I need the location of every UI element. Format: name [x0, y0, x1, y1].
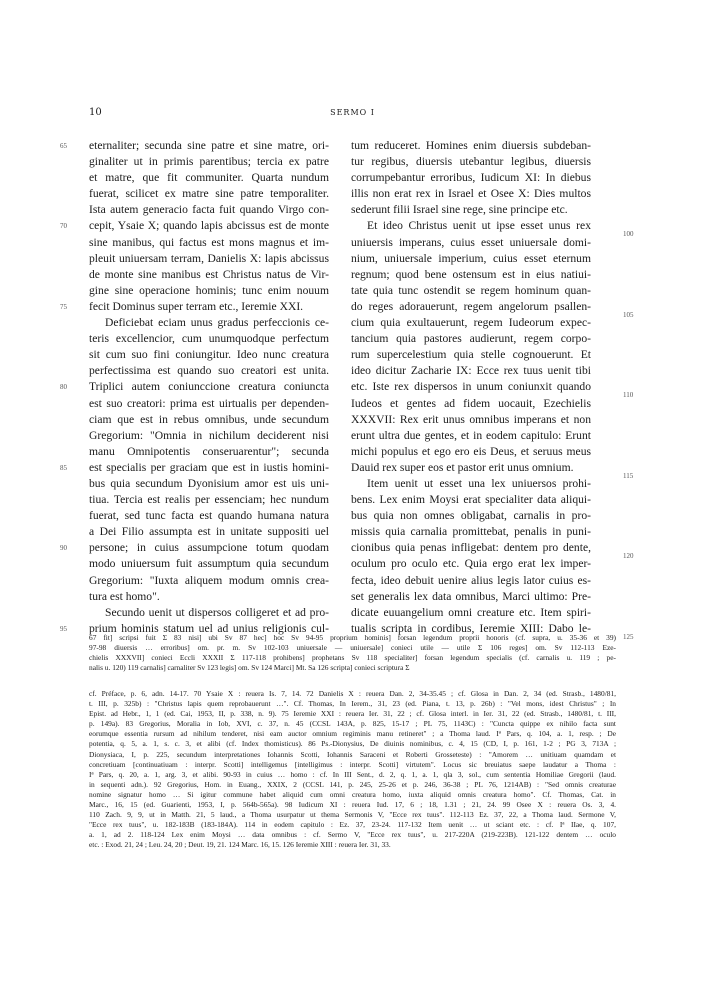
text-line: de monte sine manibus est Christus natus de Vir-: [89, 267, 329, 281]
text-line: pleuit uniuersam terram, Danielis X: lapis abcissus: [89, 251, 329, 265]
text-line: ginaliter ut in primis parentibus; tercia ex patre: [89, 155, 329, 169]
text-line: fuerat, scilicet ex matre sine patre temporaliter.: [89, 187, 329, 201]
text-line: etc. Iste rex dispersos in unum coniunxit quando: [351, 380, 591, 394]
page-number: 10: [89, 107, 102, 118]
text-line: Secundo uenit ut dispersos colligeret et ad pro-: [105, 605, 329, 619]
line-number: 125: [623, 633, 634, 641]
text-line: Iudeos et gentes ad fidem uocauit, Ezechielis: [351, 396, 591, 410]
source-apparatus: [89, 689, 616, 851]
text-line: est suo creatori: prima est uirtualis per dependen-: [89, 396, 329, 410]
source-line: concretiuam [continuatiuam : interpr. Scotti] intelligemus [intelligimus : interpr. Scotti] virtutem". Locus sic breuiatus saepe laudatur a Thoma :: [89, 759, 616, 769]
source-line: a. 1, ad 2. 118-124 Lex enim Moysi … data omnibus : cf. Sermo V, "Ecce rex tuus", u. 217-220A (219-223B). 121-122 dentem … oculo: [89, 830, 616, 840]
text-line: tura est homo".: [89, 589, 160, 603]
source-line: Iª Pars, q. 20, a. 1, arg. 3, et alibi. 90-93 in cuius … homo : cf. In III Sent., d. 2, q. 1, a. 1, qla 3, sol., cum sententia Homiliae Gregorii (laud.: [89, 769, 616, 779]
text-line: bus quia secundum Dyonisium amor est uis uni-: [89, 476, 329, 490]
text-line: ciam que est in rebus omnibus, unde secundum: [89, 412, 329, 426]
text-line: Gregorium: "Iuxta aliquem modum omnis crea-: [89, 573, 329, 587]
text-line: corrumpebantur erroribus, Iudicum XI: In diebus: [351, 171, 591, 185]
critical-apparatus: [89, 633, 616, 673]
source-line: eorumque essentia rursum ad nihilum tenderet, nisi eam auctor omnium regiminis manu retineret" ; a Thoma laud. Iª Pars, q. 104, a. 1, resp. ; De: [89, 729, 616, 739]
text-line: perfectissima est quando suo creatori est unita.: [89, 364, 329, 378]
text-line: bus quia non omnes obligabat, carnalis in pro-: [351, 509, 591, 523]
text-line: missis quia carnalia promittebat, penalis in puni-: [351, 525, 591, 539]
line-number: 75: [60, 303, 67, 311]
line-number: 120: [623, 552, 634, 560]
line-number: 115: [623, 472, 634, 480]
apparatus-line: 97-98 diuersis … erroribus] om. pr. m. Sv 102-103 uniuersale — uniuersale] conieci utile — utile Σ 106 reges] om. Sv 112-113 Eze-: [89, 643, 616, 653]
line-number: 70: [60, 222, 67, 230]
text-line: tur regibus, diuersis utebantur legibus, diuersis: [351, 155, 591, 169]
text-line: Item uenit ut esset una lex uniuersos prohi-: [367, 476, 591, 490]
running-head: [0, 107, 705, 123]
text-line: teris excellencior, cum unumquodque perfectum: [89, 332, 329, 346]
text-line: Triplici autem coniunccione creatura coniuncta: [89, 380, 329, 394]
source-line: etc. : Exod. 21, 24 ; Leu. 24, 20 ; Deut. 19, 21. 124 Marc. 16, 15. 126 Ieremie XIII : reuera Ier. 31, 33.: [89, 840, 391, 850]
text-line: cium quia exultauerunt, regem Iudeorum expec-: [351, 316, 591, 330]
main-text-left-column: [89, 138, 329, 637]
text-line: et matre, que fit communiter. Quarta nundum: [89, 171, 329, 185]
source-line: t. III, p. 325b) : "Christus lapis quem reprobauerunt …". Cf. Thomas, In Ierem., 31, 23 (ed. Piana, t. 13, p. 26b) : "Vel mons, idest Christus" ; In: [89, 699, 616, 709]
main-text-right-column: [351, 138, 591, 637]
line-number: 105: [623, 311, 634, 319]
text-line: tate quia tunc ostendit se regem hominum quan-: [351, 283, 591, 297]
source-line: potentia, q. 5, a. 1, s. c. 3, et alibi (cf. Index thomisticus). 86 Ps.-Dionysius, De diuinis nominibus, c. 4, 15 (CD, I, p. 161, 1-2 ; PG 3, 713A ;: [89, 739, 616, 749]
source-line: cf. Préface, p. 6, adn. 14-17. 70 Ysaie X : reuera Is. 7, 14. 72 Danielis X : reuera Dan. 2, 34-35.45 ; cf. Glosa in Dan. 2, 34 (ed. Strasb., 1480/81,: [89, 689, 616, 698]
source-line: p. 149a). 83 Gregorius, Moralia in Iob, XVI, c. 37, n. 45 (CCSL 143A, p. 825, 15-17 ; PL 75, 1143C) : "Cuncta quippe ex nihilo facta sunt: [89, 719, 616, 729]
text-line: Ista autem generacio facta fuit quando Virgo con-: [89, 203, 329, 217]
text-line: tancium quia pastores audierunt, regem corpo-: [351, 332, 591, 346]
apparatus-line: chielis XXXVII] conieci Eccli XXXII Σ 117-118 prohibens] prophetans Sv 118 specialiter] forsan legendum specialis (cf. carnalis u. 119 ; pe-: [89, 653, 616, 663]
source-line: in sequenti adn.). 92 Gregorius, Hom. in Euang., XXIX, 2 (CCSL 141, p. 245, 25-26 et p. 246, 36-38 ; PL 76, 1214AB) : "Sed omnis creaturae: [89, 779, 616, 789]
text-line: sederunt filii Israel sine rege, sine principe etc.: [351, 203, 568, 217]
text-line: sit cum suo fini coniungitur. Ideo nunc creatura: [89, 348, 329, 362]
text-line: a Dei Filio assumpta est in unitate suppositi uel: [89, 525, 329, 539]
text-line: bens. Lex enim Moysi erat specialiter data aliqui-: [351, 493, 591, 507]
text-line: persone; in cuius assumpcione totum quodam: [89, 541, 329, 555]
source-line: Marc., 16, 15 (ed. Guarienti, 1953, I, p. 564b-565a). 98 Iudicum XI : reuera Iud. 17, 6 ; 18, 1.31 ; 21, 24. 99 Osee X : reuera Os. 3, 4.: [89, 800, 616, 810]
text-line: gine sine operacione hominis; tunc enim nouum: [89, 283, 329, 297]
text-line: cionibus quia penas infligebat: dentem pro dente,: [351, 541, 591, 555]
text-line: tum reduceret. Homines enim diuersis subdeban-: [351, 139, 591, 152]
text-line: michi populus et ego ero eis Deus, et seruus meus: [351, 444, 591, 458]
text-line: Gregorium: "Omnia in nichilum deciderent nisi: [89, 428, 329, 442]
text-line: eternaliter; secunda sine patre et sine matre, ori-: [89, 139, 329, 152]
running-title: SERMO I: [330, 108, 375, 117]
source-line: 110 Zach. 9, 9, ut in Matth. 21, 5 laud., a Thoma usurpatur ut thema Sermonis V, "Ecce rex tuus". 112-113 Ez. 37, 22, a Thoma laud. Sermone V,: [89, 810, 616, 820]
line-number: 65: [60, 142, 67, 150]
line-number: 80: [60, 383, 67, 391]
line-number: 100: [623, 230, 634, 238]
text-line: do reges adorauerunt, regem angelorum psallen-: [351, 299, 591, 313]
text-line: manu Omnipotentis conseruarentur"; secunda: [89, 444, 329, 458]
text-line: modo uniuersum fuit assumptum quia secundum: [89, 557, 329, 571]
source-line: nomine signatur homo … Si igitur commune habet aliquid cum omni creatura homo, iuxta aliquid omnis creatura homo". Cf. Thomas, Cat. in: [89, 789, 616, 799]
line-number: 85: [60, 464, 67, 472]
text-line: dicate euuangelium omni creature etc. Item spiri-: [351, 605, 591, 619]
text-line: Et ideo Christus uenit ut ipse esset unus rex: [367, 219, 591, 233]
text-line: erunt ultra due gentes, et in eodem capitulo: Erunt: [351, 428, 591, 442]
text-line: tiua. Tercia est realis per essenciam; hec nundum: [89, 493, 329, 507]
text-line: ideo dicitur Zacharie IX: Ecce rex tuus uenit tibi: [351, 364, 591, 378]
text-line: oculum pro oculo etc. Quia ergo erat lex imper-: [351, 557, 591, 571]
source-line: Epist. ad Hebr., 1, 1 (ed. Cai, 1953, II, p. 338, n. 9). 75 Ieremie XXI : reuera Ier. 31, 22 ; cf. Glosa interl. in Ier. 31, 22 (ed. Strasb., 1480/81, t. III,: [89, 709, 616, 719]
text-line: Deficiebat eciam unus gradus perfeccionis ce-: [105, 316, 329, 330]
text-line: sine manibus, qui factus est mons magnus et im-: [89, 235, 329, 249]
line-number: 95: [60, 625, 67, 633]
text-line: prium hominis statum uel ad unius religionis cul-: [89, 621, 329, 635]
text-line: regnum; quod bene ostensum est in eius natiui-: [351, 267, 591, 281]
text-line: cepit, Ysaie X; quando lapis abcissus est de monte: [89, 219, 329, 233]
source-line: "Ecce rex tuus", u. 182-183B (183-184A). 114 in eodem capitulo : Ez. 37, 23-24. 117-132 Item uenit … ut sciant etc. : cf. Iª IIae, q. 107,: [89, 820, 616, 830]
text-line: XXXVII: Rex erit unus omnibus imperans et non: [351, 412, 591, 426]
text-line: rum supercelestium quia stelle cognouerunt. Et: [351, 348, 591, 362]
text-line: fuerat, sed tunc facta est quando humana natura: [89, 509, 329, 523]
line-number: 90: [60, 544, 67, 552]
apparatus-line: nalis u. 120) 119 carnalis] carnaliter Sv 123 legis] om. Sv 124 Marci] Mt. Sa 126 scripta] conieci scriptura Σ: [89, 663, 410, 673]
text-line: set generalis lex data omnibus, Marci ultimo: Pre-: [351, 589, 591, 603]
text-line: fecta, ideo debuit uenire alius legis lator cuius es-: [351, 573, 591, 587]
text-line: fecit Dominus super terram etc., Ieremie XXI.: [89, 299, 304, 313]
text-line: Dauid rex super eos et pastor erit unus omnium.: [351, 460, 574, 474]
apparatus-line: 67 fit] scripsi fuit Σ 83 nisi] ubi Sv 87 hec] hoc Sv 94-95 proprium hominis] forsan legendum proprii honoris (cf. supra, u. 35-36 et 39): [89, 633, 616, 642]
text-line: tualis scripta in cordibus, Ieremie XIII: Dabo le-: [351, 621, 591, 635]
text-line: uniuersis imperans, cuius esset uniuersale domi-: [351, 235, 591, 249]
source-line: Dionysiaca, I, p. 225, secundum interpretationes Iohannis Scotti, Iohannis Saraceni et Roberti Grosseteste) : "Amorem … unitiuam quamdam et: [89, 749, 616, 759]
line-number: 110: [623, 391, 634, 399]
text-line: nium, uniuersale imperium, cuius esset eternum: [351, 251, 591, 265]
text-line: est specialis per graciam que est in iustis homini-: [89, 460, 329, 474]
text-line: illis non erat rex in Israel et Osee X: Dies multos: [351, 187, 591, 201]
